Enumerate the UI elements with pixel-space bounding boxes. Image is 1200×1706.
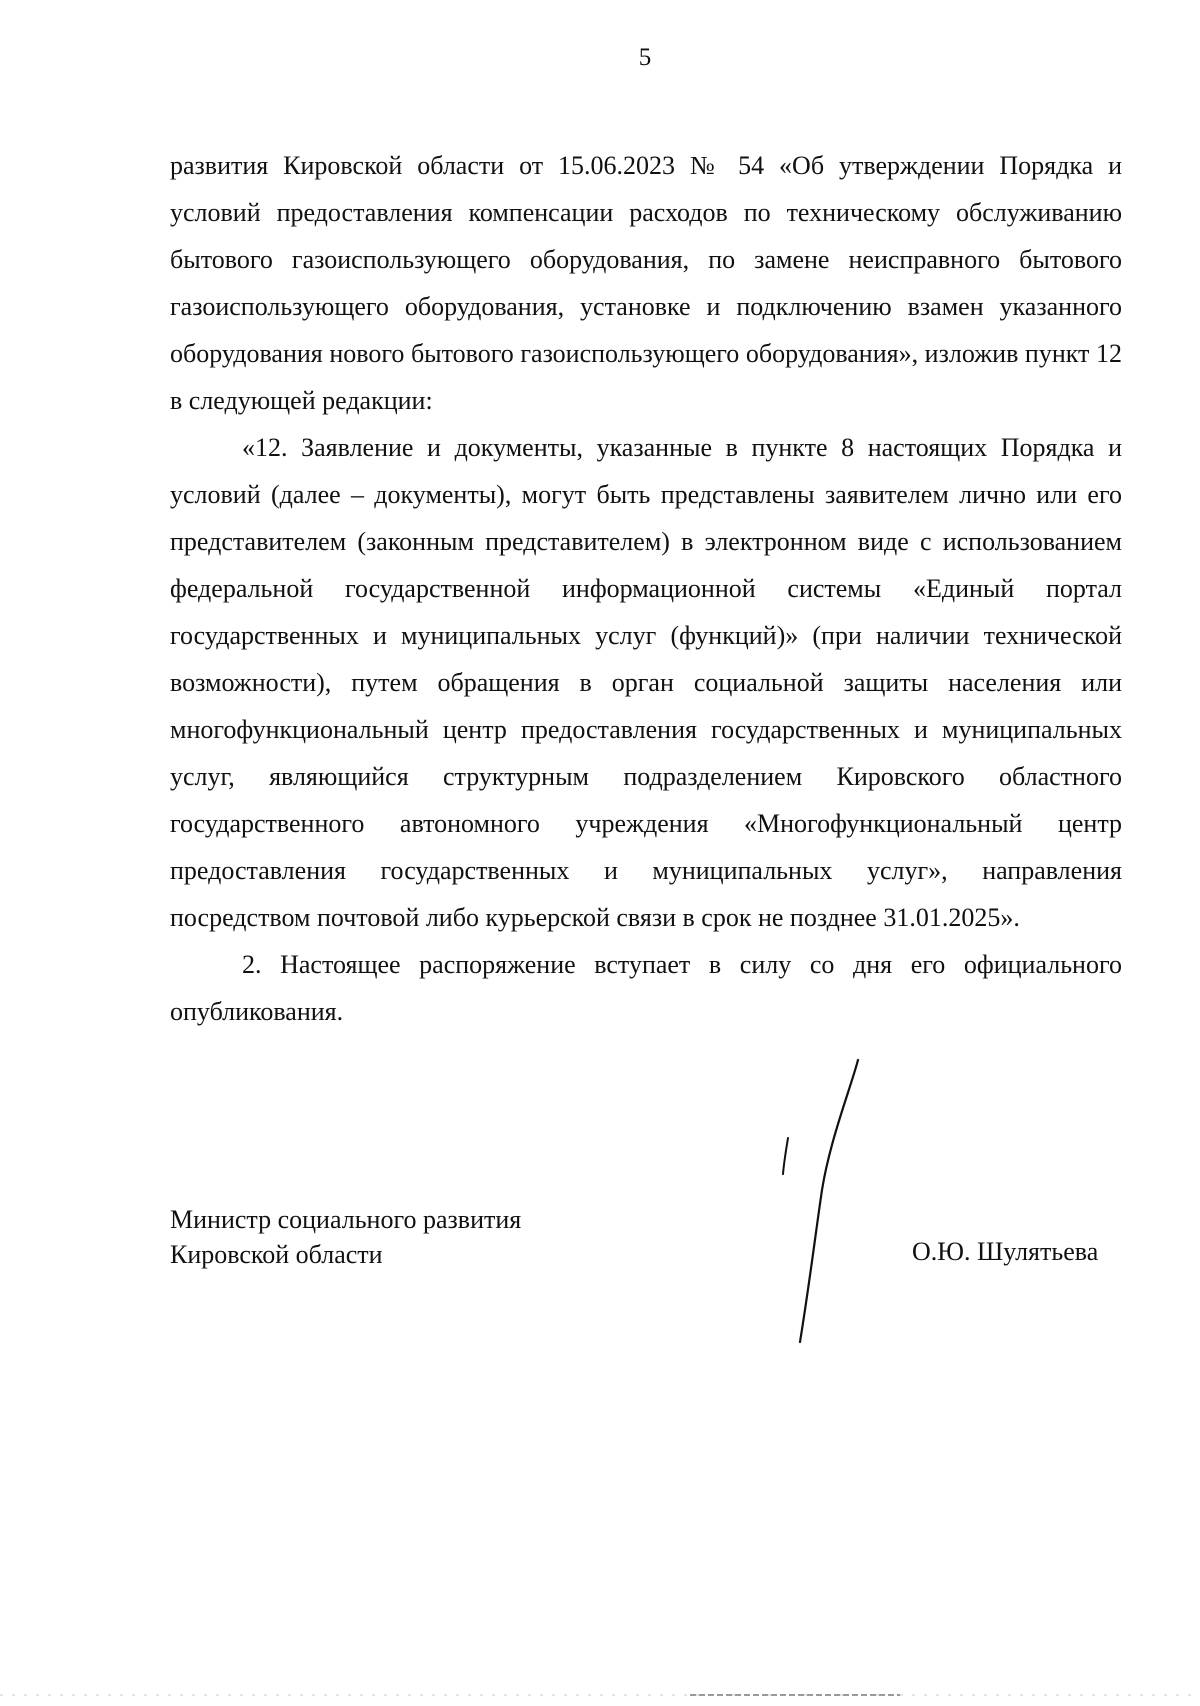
- handwritten-signature: [770, 1050, 890, 1350]
- paragraph-item-12: «12. Заявление и документы, указанные в пункте 8 настоящих Порядка и условий (далее – документы), могут быть представлены заявителем лично или его представителем (законным представителем) в электронном виде с использованием федеральной государственной информационной системы «Единый портал государственных и муниципальных услуг (функций)» (при наличии технической возможности), путем обращения в орган социальной защиты населения или многофункциональный центр предоставления государственных и муниципальных услуг, являющийся структурным подразделением Кировского областного государственного автономного учреждения «Многофункциональный центр предоставления государственных и муниципальных услуг», направления посредством почтовой либо курьерской связи в срок не позднее 31.01.2025».: [170, 433, 1122, 932]
- signatory-region: Кировской области: [170, 1240, 383, 1269]
- signatory-position: [170, 1202, 521, 1272]
- page-number: 5: [638, 44, 652, 71]
- signatory-name: О.Ю. Шулятьева: [912, 1237, 1099, 1266]
- paragraph-amendment-intro: развития Кировской области от 15.06.2023 № 54 «Об утверждении Порядка и условий предоставления компенсации расходов по техническому обслуживанию бытового газоиспользующего оборудования, по замене неисправного бытового газоиспользующего оборудования, установке и подключению взамен указанного оборудования нового бытового газоиспользующего оборудования», изложив пункт 12 в следующей редакции:: [170, 151, 1122, 415]
- paragraph-effective-date: 2. Настоящее распоряжение вступает в силу со дня его официального опубликования.: [170, 950, 1122, 1026]
- document-body: [170, 142, 1122, 1035]
- signatory-title: Министр социального развития: [170, 1205, 522, 1234]
- scan-edge-artifact: [0, 1692, 1200, 1698]
